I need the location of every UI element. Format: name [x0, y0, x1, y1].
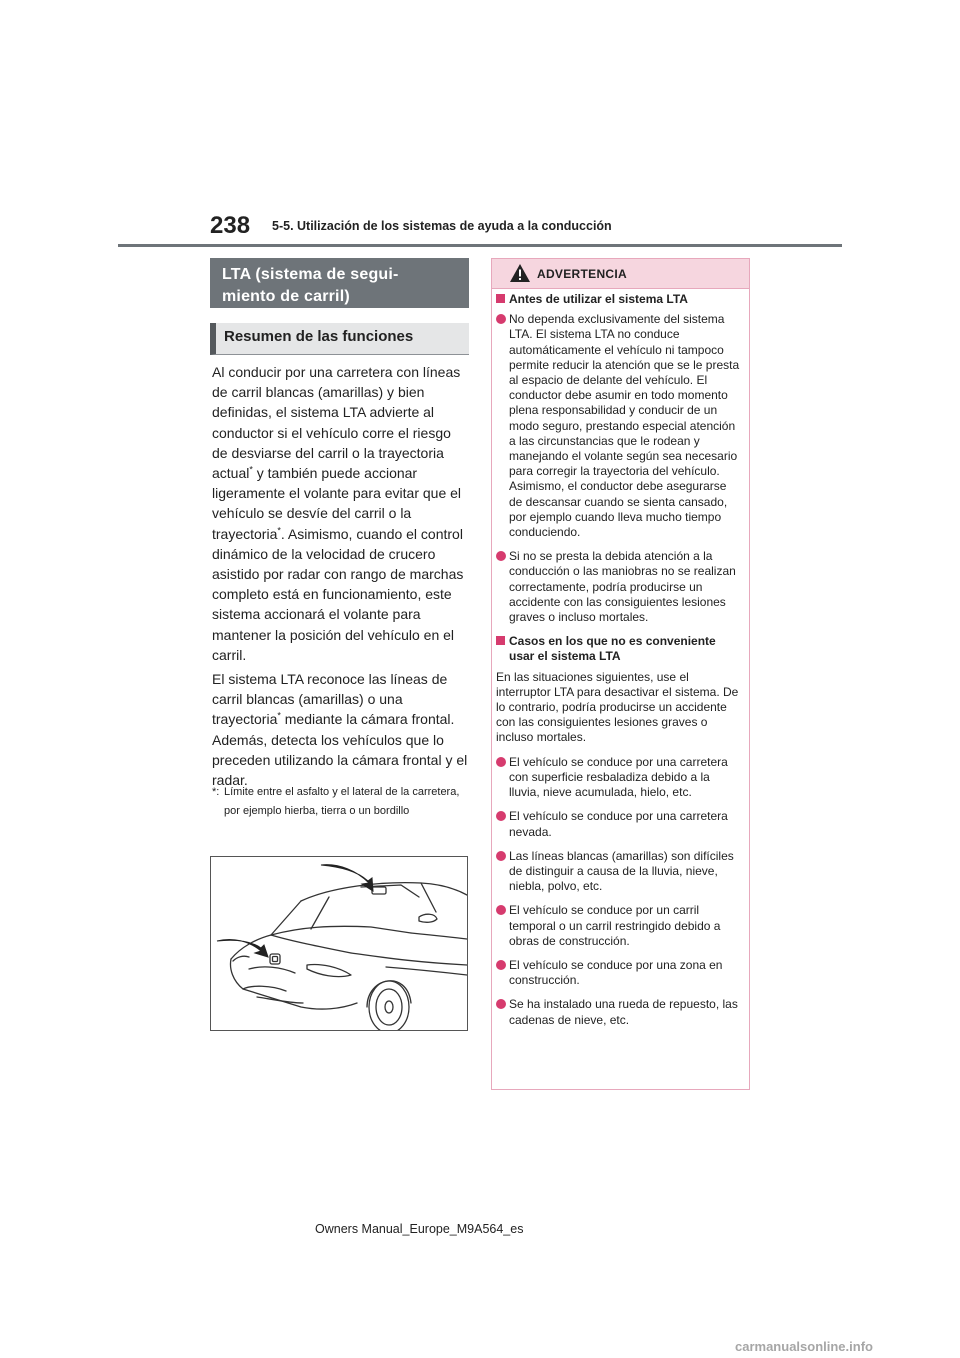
warning-body: [492, 289, 749, 1028]
asterisk: *: [277, 710, 281, 721]
round-bullet-icon: [496, 960, 506, 970]
subsection-title: Resumen de las funciones: [210, 323, 469, 355]
paragraph-1: Al conducir por una carretera con líneas de carril blancas (amarillas) y bien definidas, el sistema LTA advierte al conductor si el vehículo corre el riesgo de desviarse del carril o la trayectoria actual* y también puede accionar ligeramente el volante para evitar que el vehículo se desvíe del carril o la trayectoria*. Asimismo, cuando el control dinámico de la velocidad de crucero asistido por radar con rango de marchas completo está en funcionamiento, este sistema accionará el volante para mantener la posición del vehículo en el carril.: [212, 364, 464, 663]
footnote-text: Límite entre el asfalto y el lateral de la carretera, por ejemplo hierba, tierra o un bordillo: [224, 786, 460, 817]
header-rule: [118, 244, 842, 247]
section-title: [210, 258, 469, 308]
warning-bullet-item: [492, 849, 749, 895]
warning-header: [492, 259, 749, 289]
warning-item-text: No dependa exclusivamente del sistema LTA. El sistema LTA no conduce automáticamente el vehículo ni tampoco permite reducir la atención que se le presta al espacio de delante del vehículo. El conductor debe asumir en todo momento plena responsabilidad y conducir de un modo seguro, prestando especial atención a las circunstancias que le rodean y manejando el volante según sea necesario para corregir la trayectoria del vehículo. Asimismo, el conductor debe asegurarse de descansar cuando se sienta cansado, por ejemplo cuando lleva mucho tiempo conduciendo.: [509, 312, 740, 540]
warning-bullet-item: [492, 809, 749, 839]
round-bullet-icon: [496, 551, 506, 561]
page-number: 238: [210, 212, 251, 239]
asterisk: *: [249, 464, 253, 475]
warning-item-text: Si no se presta la debida atención a la conducción o las maniobras no se realizan correctamente, podría producirse un accidente con las consiguientes lesiones graves o incluso mortales.: [509, 549, 736, 625]
warning-item-text: Se ha instalado una rueda de repuesto, las cadenas de nieve, etc.: [509, 997, 738, 1027]
section-title-line-2: miento de carril): [222, 288, 350, 305]
footnote: [212, 783, 470, 821]
warning-item-text: Casos en los que no es conveniente usar el sistema LTA: [509, 634, 716, 664]
running-head: 5-5. Utilización de los sistemas de ayuda a la conducción: [272, 219, 612, 233]
warning-item-text: El vehículo se conduce por una carretera nevada.: [509, 809, 728, 839]
paragraph-2: El sistema LTA reconoce las líneas de carril blancas (amarillas) o una trayectoria* mediante la cámara frontal. Además, detecta los vehículos que lo preceden utilizando la cámara frontal y el radar.: [212, 671, 468, 789]
round-bullet-icon: [496, 811, 506, 821]
warning-bullet-item: [492, 755, 749, 801]
warning-item-text: El vehículo se conduce por una zona en construcción.: [509, 957, 723, 988]
warning-bullet-item: [492, 903, 749, 949]
warning-item-text: El vehículo se conduce por un carril temporal o un carril restringido debido a obras de construcción.: [509, 903, 721, 948]
warning-title: ADVERTENCIA: [537, 267, 627, 281]
section-title-line-1: LTA (sistema de segui-: [222, 266, 399, 283]
warning-bullet-item: [492, 312, 749, 540]
footnote-mark: *:: [212, 786, 220, 798]
warning-subheading: [492, 634, 749, 664]
car-drawing-icon: [211, 857, 467, 1030]
round-bullet-icon: [496, 999, 506, 1009]
warning-bullet-item: [492, 549, 749, 625]
warning-item-text: Antes de utilizar el sistema LTA: [509, 292, 688, 306]
warning-box: [491, 258, 750, 1090]
footer-text: Owners Manual_Europe_M9A564_es: [315, 1222, 524, 1236]
body-text: [212, 362, 470, 794]
warning-paragraph: En las situaciones siguientes, use el interruptor LTA para desactivar el sistema. De lo contrario, podría producirse un accidente con las consiguientes lesiones graves o incluso mortales.: [496, 669, 739, 745]
warning-bullet-item: [492, 958, 749, 988]
asterisk: *: [277, 524, 281, 535]
round-bullet-icon: [496, 905, 506, 915]
square-bullet-icon: [496, 294, 505, 303]
square-bullet-icon: [496, 636, 505, 645]
car-illustration: [210, 856, 468, 1031]
watermark: carmanualsonline.info: [735, 1339, 873, 1354]
warning-item-text: El vehículo se conduce por una carretera con superficie resbaladiza debido a la lluvia, nieve acumulada, hielo, etc.: [509, 754, 728, 800]
warning-subheading: [492, 292, 749, 307]
warning-triangle-icon: [509, 263, 531, 283]
round-bullet-icon: [496, 314, 506, 324]
warning-item-text: Las líneas blancas (amarillas) son difíciles de distinguir a causa de la lluvia, nieve, niebla, polvo, etc.: [509, 848, 734, 894]
warning-bullet-item: [492, 997, 749, 1027]
round-bullet-icon: [496, 757, 506, 767]
round-bullet-icon: [496, 851, 506, 861]
